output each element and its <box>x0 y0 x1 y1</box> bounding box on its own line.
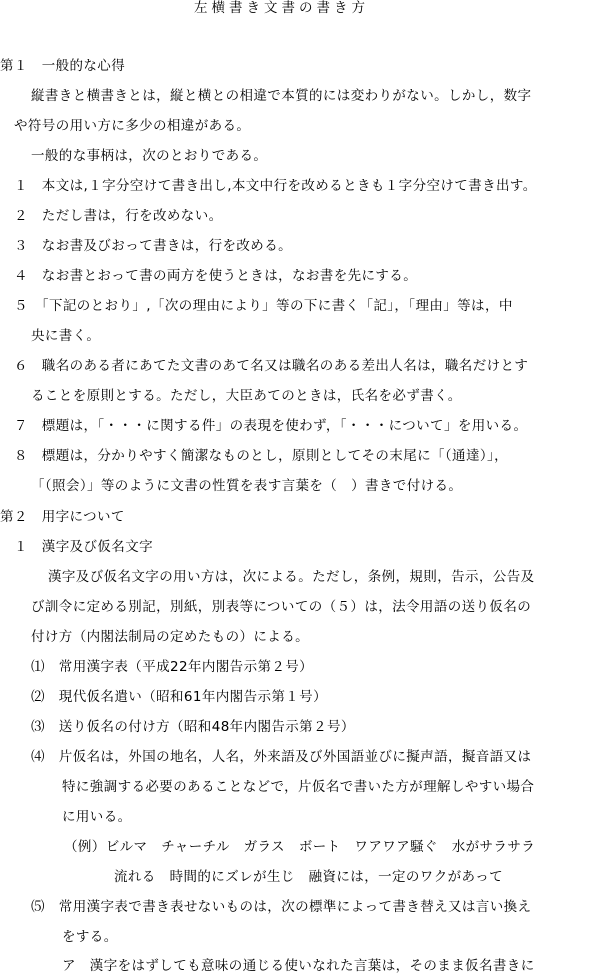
section-heading: 第２ 用字について <box>0 509 125 525</box>
list-item-continuation: をする。 <box>62 929 118 945</box>
sub-list-item: ア 漢字をはずしても意味の通じる使いなれた言葉は，そのまま仮名書きに <box>62 958 535 974</box>
example-line: 流れる 時間的にズレが生じ 融資には，一定のワクがあって <box>114 869 504 885</box>
example-line: （例）ビルマ チャーチル ガラス ボート ワアワア騒ぐ 水がサラサラ <box>64 839 536 855</box>
list-item: ４ なお書とおって書の両方を使うときは，なお書を先にする。 <box>14 268 418 284</box>
list-item: ３ なお書及びおって書きは，行を改める。 <box>14 238 292 254</box>
list-item: ⑷ 片仮名は，外国の地名，人名，外来語及び外国語並びに擬声語，擬音語又は <box>31 749 532 765</box>
list-item-continuation: 特に強調する必要のあることなどで，片仮名で書いた方が理解しやすい場合 <box>62 779 535 795</box>
list-item-continuation: ることを原則とする。ただし，大臣あてのときは，氏名を必ず書く。 <box>31 388 462 404</box>
list-item: ⑸ 常用漢字表で書き表せないものは，次の標準によって書き替え又は言い換え <box>31 899 532 915</box>
list-item-continuation: 央に書く。 <box>31 328 101 344</box>
paragraph-line: 付け方（内閣法制局の定めたもの）による。 <box>31 629 309 645</box>
list-item-continuation: 「（照会）」等のように文書の性質を表す言葉を（ ）書きで付ける。 <box>31 478 463 494</box>
list-item: １ 本文は,１字分空けて書き出し,本文中行を改めるときも１字分空けて書き出す。 <box>14 178 537 194</box>
paragraph-line: や符号の用い方に多少の相違がある。 <box>14 118 251 134</box>
section-heading: 第１ 一般的な心得 <box>0 58 126 74</box>
document-title: 左横書き文書の書き方 <box>194 0 369 16</box>
paragraph-line: 縦書きと横書きとは，縦と横との相違で本質的には変わりがない。しかし，数字 <box>31 88 532 104</box>
list-item: ⑵ 現代仮名遣い（昭和61年内閣告示第１号） <box>31 689 327 705</box>
paragraph-line: び訓令に定める別記，別紙，別表等についての（５）は，法令用語の送り仮名の <box>31 599 532 615</box>
list-item: ２ ただし書は，行を改めない。 <box>14 208 223 224</box>
list-item: ８ 標題は，分かりやすく簡潔なものとし，原則としてその末尾に「（通達）」， <box>14 448 509 464</box>
list-item: ５ 「下記のとおり」,「次の理由により」等の下に書く「記」，「理由」等は，中 <box>14 298 513 314</box>
paragraph-line: 一般的な事柄は，次のとおりである。 <box>31 148 268 164</box>
paragraph-line: 漢字及び仮名文字の用い方は，次による。ただし，条例，規則，告示，公告及 <box>48 569 535 585</box>
list-item: ⑴ 常用漢字表（平成22年内閣告示第２号） <box>31 659 314 675</box>
list-item-continuation: に用いる。 <box>62 809 132 825</box>
list-item: ⑶ 送り仮名の付け方（昭和48年内閣告示第２号） <box>31 719 355 735</box>
list-item: ６ 職名のある者にあてた文書のあて名又は職名のある差出人名は，職名だけとす <box>14 358 529 374</box>
subsection-heading: １ 漢字及び仮名文字 <box>14 539 153 555</box>
list-item: ７ 標題は，「・・・に関する件」の表現を使わず，「・・・について」を用いる。 <box>14 418 528 434</box>
